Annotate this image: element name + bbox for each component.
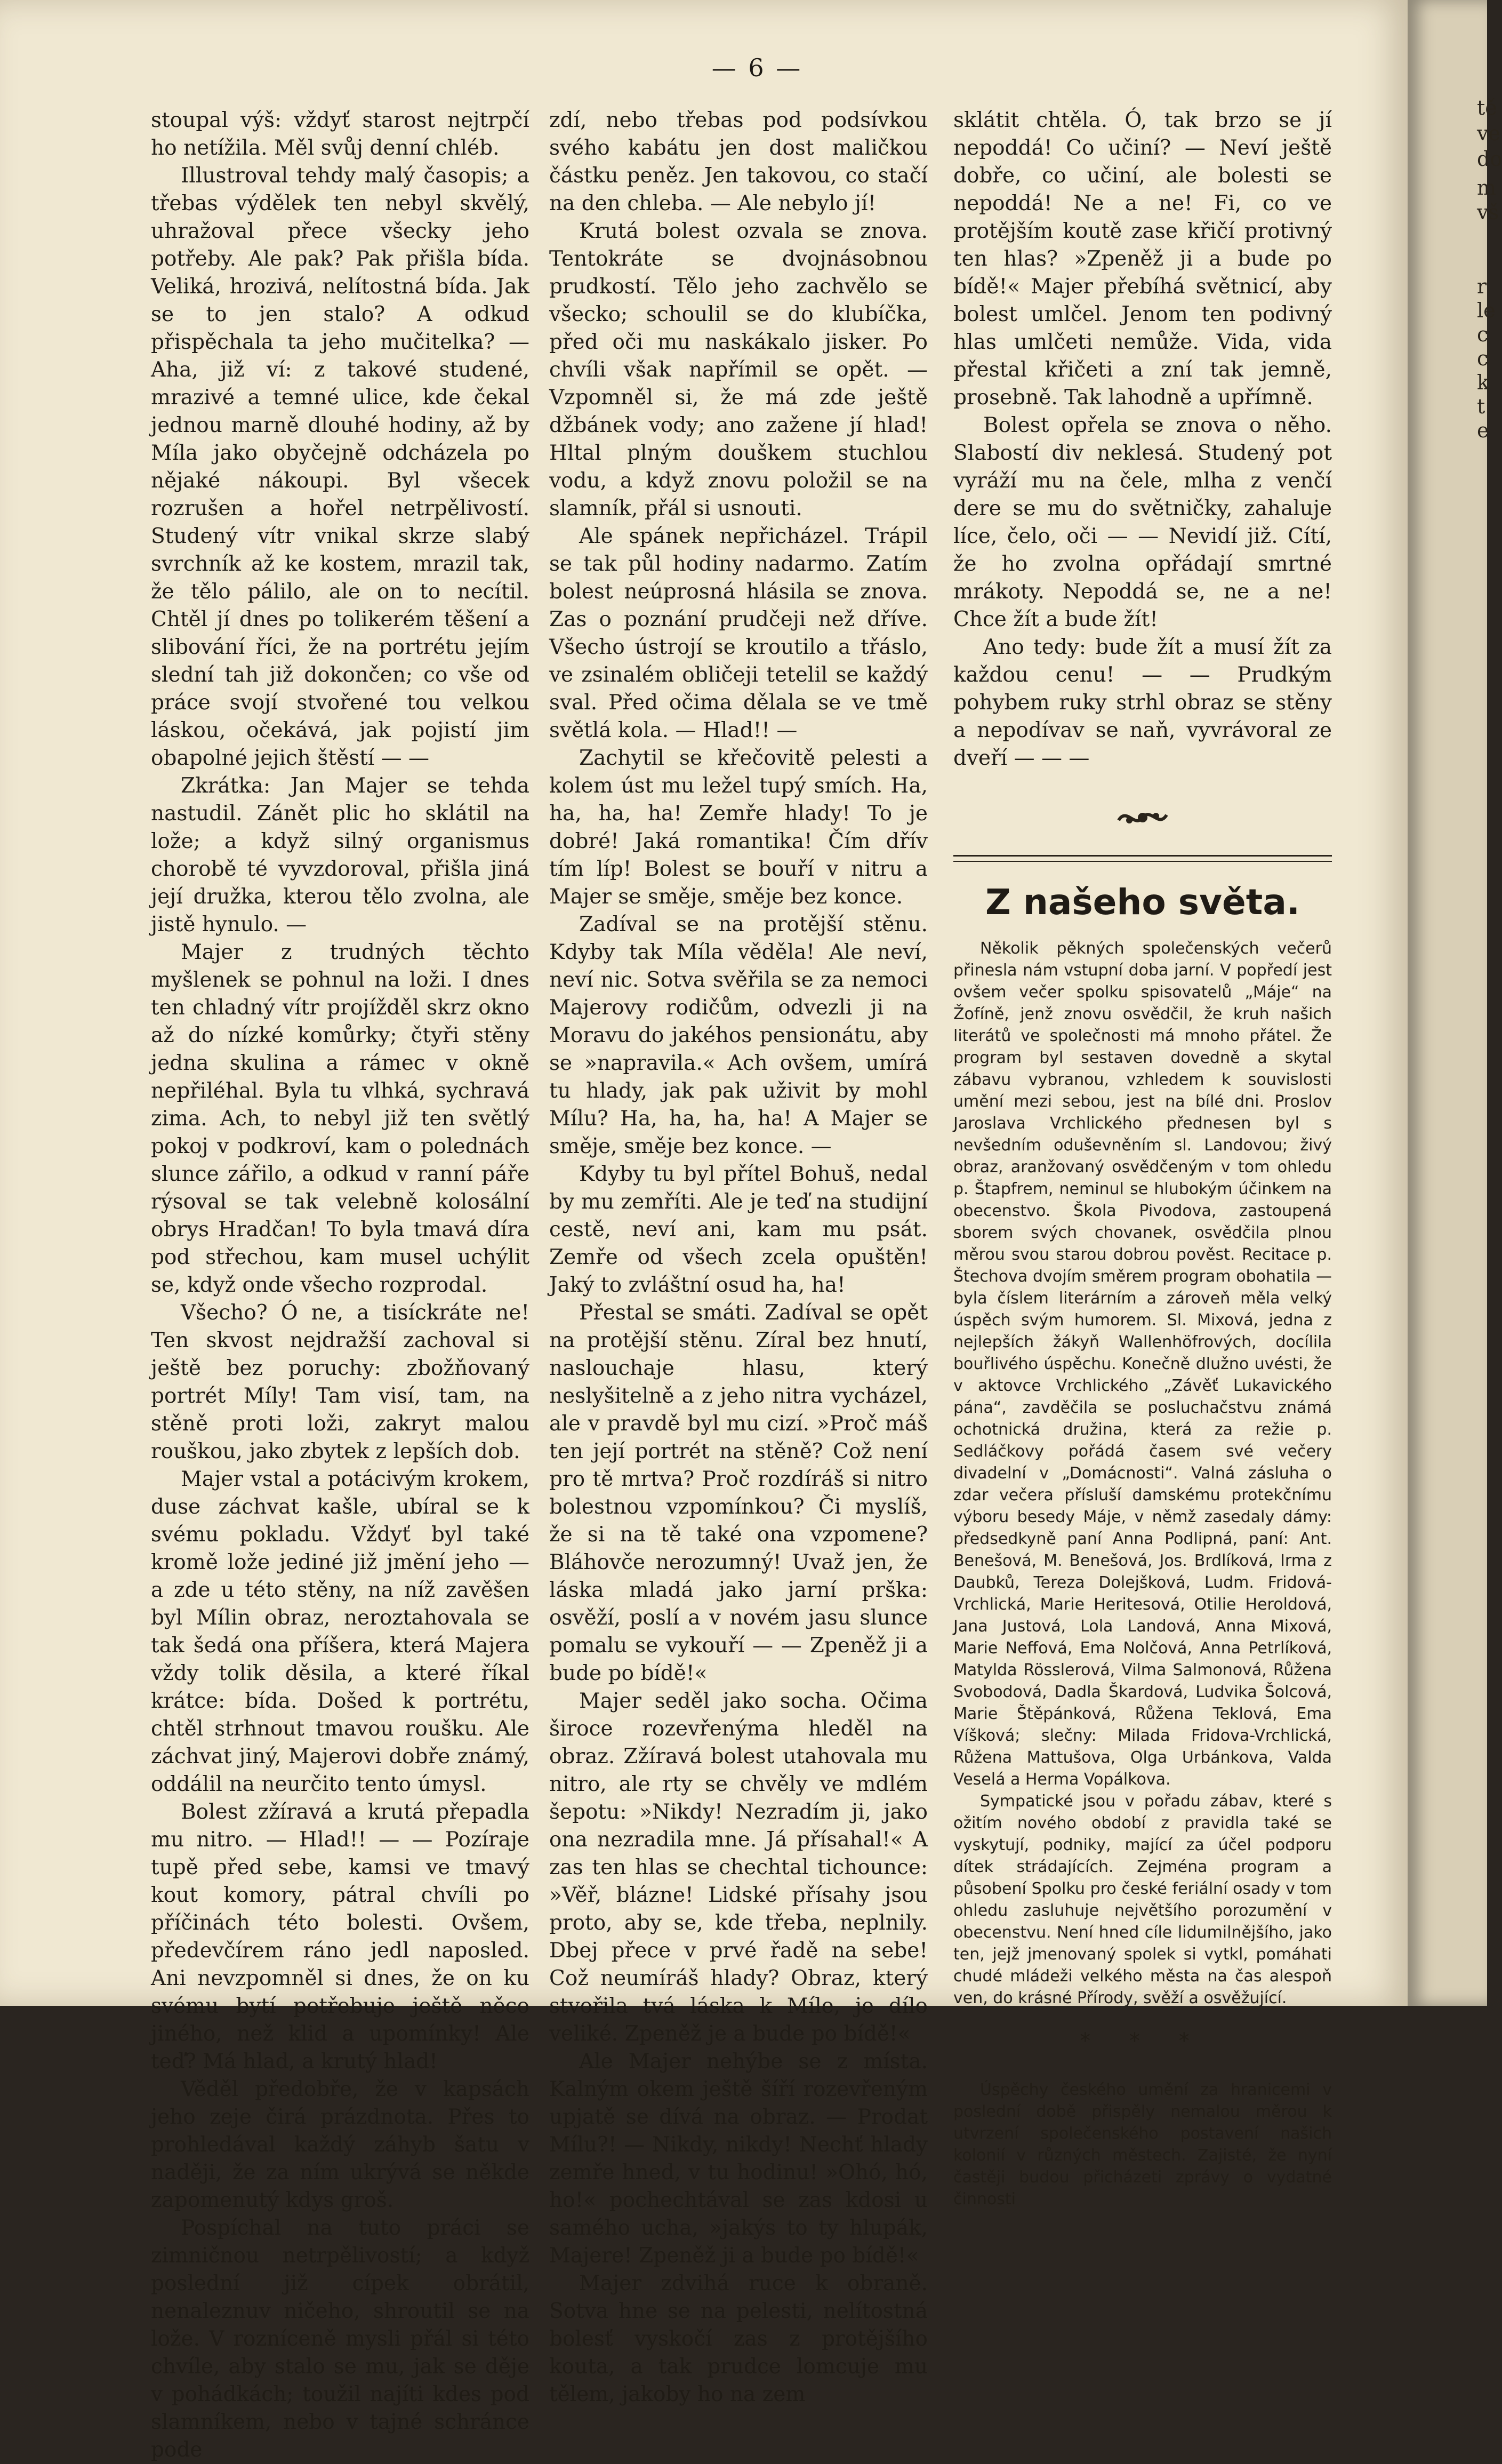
fragment: m <box>1477 176 1497 199</box>
column-2 <box>549 107 928 2409</box>
paragraph: Illustroval tehdy malý časopis; a třebas výdělek ten nebyl skvělý, uhražoval přece všecky jeho potřeby. Ale pak? Pak přišla bída. Veliká, hrozivá, nelítostná bída. Jak se to jen stalo? A odkud přispěchala ta jeho mučitelka? — Aha, již ví: z takové studené, mrazivé a temné ulice, kde čekal jednou marně dlouhé hodiny, až by Míla jako obyčejně odcházela po nějaké nákoupi. Byl všecek rozrušen a hořel netrpělivostí. Studený vítr vnikal skrze slabý svrchník až ke kostem, mrazil tak, že tělo pálilo, ale on to necítil. Chtěl jí dnes po tolikerém těšení a slibování říci, že na portrétu jejím slední tah již dokončen; co vše od práce svojí stvořené tou velkou láskou, očekává, jak pojistí jim obapolné jejich štěstí — — <box>151 164 529 770</box>
fragment: tě <box>1477 96 1497 119</box>
paragraph: Kdyby tu byl přítel Bohuš, nedal by mu zemříti. Ale je teď na studijní cestě, neví ani, kam mu psát. Zemře od všech zcela opuštěn! Jaký to zvláštní osud ha, ha! <box>549 1162 928 1297</box>
paragraph: Zachytil se křečovitě pelesti a kolem úst mu ležel tupý smích. Ha, ha, ha, ha! Zemře hlady! To je dobré! Jaká romantika! Čím dřív tím líp! Bolest se bouří v nitru a Majer se směje, směje bez konce. <box>549 746 928 909</box>
paragraph: stoupal výš: vždyť starost nejtrpčí ho netížila. Měl svůj denní chléb. <box>151 108 529 160</box>
paragraph: Bolest zžíravá a krutá přepadla mu nitro. — Hlad!! — — Pozíraje tupě před sebe, kamsi ve tmavý kout komory, pátral chvíli po příčinách této bolesti. Ovšem, předevčírem ráno jedl naposled. Ani nevzpomněl si dnes, že on ku svému bytí potřebuje ještě něco jiného, než klid a upomínky! Ale teď? Má hlad, a krutý hlad! <box>151 1800 529 2074</box>
fragment: t <box>1477 395 1485 418</box>
paragraph: Ale Majer nehýbe se z místa. Kalným okem ještě šíří rozevřeným upjatě se dívá na obraz. — Prodat Mílu?! — Nikdy, nikdy! Nechť hlady zemře hned, v tu hodinu! »Ohó, hó, ho!« pochechtával se zas kdosi u samého ucha, »jakýs to ty hlupák, Majere! Zpeněž ji a bude po bídě!« <box>549 2050 928 2268</box>
end-ornament-icon <box>953 804 1332 834</box>
fragment: r <box>1477 275 1487 298</box>
paragraph: Ano tedy: bude žít a musí žít za každou cenu! — — Prudkým pohybem ruky strhl obraz se stěny a nepodívav se naň, vyvrávoral ze dveří — — — <box>953 635 1332 770</box>
paragraph: sklátit chtěla. Ó, tak brzo se jí nepoddá! Co učiní? — Neví ještě dobře, co učiní, ale bolesti se nepoddá! Ne a ne! Fi, co ve protějším koutě zase křičí protivný ten hlas? »Zpeněž ji a bude po bídě!« Majer přebíhá světnicí, aby bolest umlčel. Jenom ten podivný hlas umlčeti nemůže. Vida, vida přestal křičeti a zní tak jemně, prosebně. Tak lahodně a upřímně. <box>953 108 1332 410</box>
paragraph: Krutá bolest ozvala se znova. Tentokráte se dvojnásobnou prudkostí. Tělo jeho zachvělo se všecko; schoulil se do klubíčka, před oči mu naskákalo jisker. Po chvíli však napřímil se opět. — Vzpomněl si, že má zde ještě džbánek vody; ano zažene jí hlad! Hltal plným douškem stuchlou vodu, a když znovu položil se na slamník, přál si usnouti. <box>549 219 928 521</box>
paragraph: Všecho? Ó ne, a tisíckráte ne! Ten skvost nejdražší zachoval si ještě bez poruchy: zbožňovaný portrét Míly! Tam visí, tam, na stěně proti loži, zakryt malou rouškou, jako zbytek z lepších dob. <box>151 1301 529 1463</box>
column-3 <box>953 107 1332 2210</box>
fragment: e <box>1477 419 1489 442</box>
section-stars: * * * <box>1080 2029 1206 2053</box>
fragment: k <box>1477 371 1490 394</box>
paragraph: Zadíval se na protější stěnu. Kdyby tak Míla věděla! Ale neví, neví nic. Sotva svěřila se za nemoci Majerovy rodičům, odvezli ji na Moravu do jakéhos pensionátu, aby se »napravila.« Ach ovšem, umírá tu hlady, jak pak uživit by mohl Mílu? Ha, ha, ha, ha! A Majer se směje, směje bez konce. — <box>549 913 928 1158</box>
paragraph: Majer vstal a potácivým krokem, duse záchvat kašle, ubíral se k svému pokladu. Vždyť byl také kromě lože jediné již jmění jeho — a zde u této stěny, na níž zavěšen byl Mílin obraz, neroztahovala se tak šedá ona příšera, která Majera vždy tolik děsila, a které říkal krátce: bída. Došed k portrétu, chtěl strhnout tmavou roušku. Ale záchvat jiný, Majerovi dobře známý, oddálil na neurčito tento úmysl. <box>151 1467 529 1796</box>
paragraph: Ale spánek nepřicházel. Trápil se tak půl hodiny nadarmo. Zatím bolest neúprosná hlásila se znova. Zas o poznání prudčeji než dříve. Všecho ústrojí se kroutilo a třáslo, ve zsinalém obličeji tetelil se každý sval. Před očima dělala se ve tmě světlá kola. — Hlad!! — <box>549 524 928 742</box>
paragraph: Majer z trudných těchto myšlenek se pohnul na loži. I dnes ten chladný vítr projížděl skrz okno až do nízké komůrky; čtyři stěny jedna skulina a rámec v okně nepřiléhal. Byla tu vlhká, sychravá zima. Ach, to nebyl již ten světlý pokoj v podkroví, kam o polednách slunce zářilo, a odkud v ranní páře rýsoval se tak velebně kolosální obrys Hradčan! To byla tmavá díra pod střechou, kam musel uchýlit se, když onde všecho rozprodal. <box>151 940 529 1297</box>
fragment: do <box>1477 147 1502 171</box>
paragraph: Zkrátka: Jan Majer se tehda nastudil. Zánět plic ho sklátil na lože; a když silný organismus chorobě té vyvzdoroval, přišla jiná její družka, kterou tělo zvolna, ale jistě hynulo. — <box>151 774 529 937</box>
fragment: c <box>1477 323 1489 346</box>
paragraph: Bolest opřela se znova o něho. Slabostí div neklesá. Studený pot vyráží mu na čele, mlha z venčí dere se mu do světničky, zahaluje líce, čelo, oči — — Nevidí již. Cítí, že ho zvolna opřádají smrtné mrákoty. Nepoddá se, ne a ne! Chce žít a bude žít! <box>953 413 1332 631</box>
fragment: le <box>1477 299 1496 322</box>
page-number: — 6 — <box>711 53 803 82</box>
news-paragraph: Úspěchy českého umění za hranicemi v poslední době přispěly nemalou měrou k utvrzení společenského postavení našich kolonií v různých městech. Zajisté, že nyní častěji budou přicházeti zprávy o vydatné činnosti <box>953 2081 1332 2209</box>
paragraph: Věděl předobře, že v kapsách jeho zeje čirá prázdnota. Přes to prohledával každý záhyb šatu v naději, že za ním ukrývá se někde zapomenutý kdys groš. <box>151 2077 529 2212</box>
fragment: vš <box>1477 201 1499 224</box>
paragraph: zdí, nebo třebas pod podsívkou svého kabátu jen dost maličkou částku peněz. Jen takovou, co stačí na den chleba. — Ale nebylo jí! <box>549 108 928 215</box>
ornament-icon <box>1113 804 1172 831</box>
fragment: c <box>1477 347 1489 370</box>
news-paragraph: Několik pěkných společenských večerů přinesla nám vstupní doba jarní. V popředí jest ovšem večer spolku spisovatelů „Máje“ na Žofíně, jenž znovu osvědčil, že kruh našich literátů ve společnosti má mnoho přátel. Že program byl sestaven dovedně a skytal zábavu vybranou, vzhledem k souvislosti umění mezi sebou, jest na bílé dni. Proslov Jaroslava Vrchlického přednesen byl s nevšedním oduševněním sl. Landovou; živý obraz, aranžovaný osvědčeným v tom ohledu p. Štapfrem, neminul se hlubokým účinkem na obecenstvo. Škola Pivodova, zastoupená sborem svých chovanek, osvědčila plnou měrou svou starou dobrou pověst. Recitace p. Štechova dvojím směrem program obohatila — byla číslem literárním a zároveň měla velký úspěch svým humorem. Sl. Mixová, jedna z nejlepších žákyň Wallenhöfrových, docílila bouřlivého úspěchu. Konečně dlužno uvésti, že v aktovce Vrchlického „Závěť Lukavického pána“, zavděčila se posluchačstvu známá ochotnická družina, která za režie p. Sedláčkovy pořádá časem své večery divadelní v „Domácnosti“. Valná zásluha o zdar večera přísluší damskému protekčnímu výboru besedy Máje, v němž zasedaly dámy: předsedkyně paní Anna Podlipná, paní: Ant. Benešová, M. Benešová, Jos. Brdlíková, Irma z Daubků, Tereza Dolejšková, Ludm. Fridová-Vrchlická, Marie Heritesová, Otilie Heroldová, Jana Justová, Lola Landová, Anna Mixová, Marie Neffová, Ema Nolčová, Anna Petrlíková, Matylda Rösslerová, Vilma Salmonová, Růžena Svobodová, Dadla Škardová, Ludvika Šolcová, Marie Štěpánková, Růžena Teklová, Ema Víšková; slečny: Milada Fridova-Vrchlická, Růžena Mattušova, Olga Urbánkova, Valda Veselá a Herma Vopálkova. <box>953 939 1332 1789</box>
adjacent-page-edge <box>1408 0 1502 2006</box>
paragraph: Pospíchal na tuto práci se zimničnou netrpělivostí; a když poslední již cípek obrátil, nenaleznuv ničeho, shroutil se na lože. V rozníceně mysli přál si této chvíle, aby stalo se mu, jak se děje v pohádkách; toužil najíti kdes pod slamníkem, nebo v tajné schránce pode <box>151 2216 529 2462</box>
fragment: ve <box>1477 122 1500 145</box>
section-title: Z našeho světa. <box>985 882 1300 923</box>
section-divider <box>953 855 1332 862</box>
column-1 <box>151 107 529 2464</box>
paragraph: Přestal se smáti. Zadíval se opět na protější stěnu. Zíral bez hnutí, naslouchaje hlasu, který neslyšitelně a z jeho nitra vycházel, ale v pravdě byl mu cizí. »Proč máš ten její portrét na stěně? Což není pro tě mrtva? Proč rozdíráš si nitro bolestnou vzpomínkou? Či myslíš, že si na tě také ona vzpomene? Bláhovče nerozumný! Uvaž jen, že láska mladá jako jarní prška: osvěží, poslí a v novém jasu slunce pomalu se vykouří — — Zpeněž ji a bude po bídě!« <box>549 1301 928 1685</box>
news-paragraph: Sympatické jsou v pořadu zábav, které s ožitím nového období z pravidla také se vyskytují, podniky, mající za účel podporu dítek strádajících. Zejména program a působení Spolku pro české feriální osady v tom ohledu zasluhuje největšího porozumění v obecenstvu. Není hned cíle lidumilnějšího, jako ten, jejž jmenovaný spolek si vytkl, pomáhati chudé mládeži velkého města na čas alespoň ven, do krásné Přírody, svěží a osvěžující. <box>953 1792 1332 2007</box>
paragraph: Majer seděl jako socha. Očima široce rozevřenýma hleděl na obraz. Zžíravá bolest utahovala mu nitro, ale rty se chvěly ve mdlém šepotu: »Nikdy! Nezradím ji, jako ona nezradila mne. Já přísahal!« A zas ten hlas se chechtal tichounce: »Věř, blázne! Lidské přísahy jsou proto, aby se, kde třeba, neplnily. Dbej přece v prvé řadě na sebe! Což neumíráš hlady? Obraz, který stvořila tvá láska k Míle, je dílo veliké. Zpeněž je a bude po bídě!« <box>549 1689 928 2046</box>
paragraph: Majer zdvihá ruce k obraně. Sotva hne se na pelesti, nelítostná bolesť vyskočí zas z protějšího kouta, a tak prudce lomcuje mu tělem, jakoby ho na zem <box>549 2271 928 2406</box>
news-section <box>953 938 1332 2210</box>
